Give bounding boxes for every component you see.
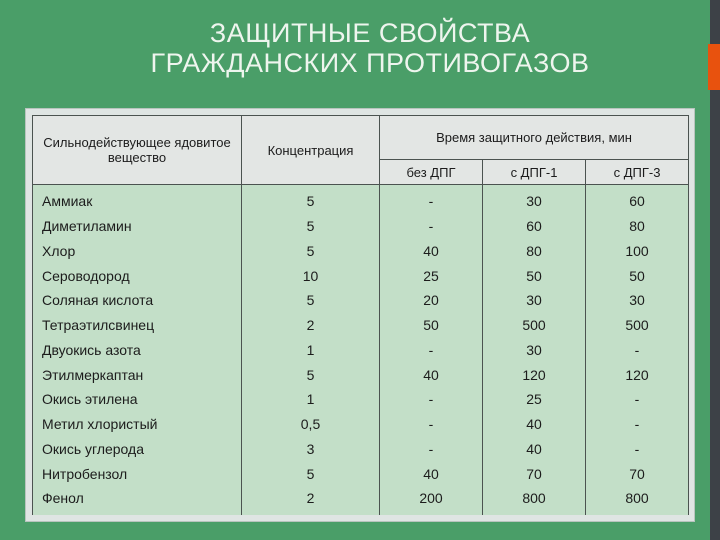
concentration-cell: 1: [242, 387, 380, 412]
no-dpg-cell: 200: [380, 486, 483, 515]
dpg-1-cell: 40: [483, 412, 586, 437]
dpg-3-cell: 60: [586, 185, 689, 214]
table-row: [33, 436, 689, 461]
table-body: [33, 185, 689, 516]
concentration-cell: 5: [242, 239, 380, 264]
concentration-cell: 2: [242, 486, 380, 515]
dpg-1-cell: 70: [483, 461, 586, 486]
dpg-1-cell: 25: [483, 387, 586, 412]
dpg-1-cell: 120: [483, 362, 586, 387]
no-dpg-cell: -: [380, 338, 483, 363]
substance-cell: Тетраэтилсвинец: [33, 313, 242, 338]
substance-cell: Окись углерода: [33, 436, 242, 461]
dpg-3-cell: -: [586, 412, 689, 437]
table-row: [33, 214, 689, 239]
no-dpg-cell: -: [380, 185, 483, 214]
substance-cell: Этилмеркаптан: [33, 362, 242, 387]
no-dpg-cell: 50: [380, 313, 483, 338]
header-dpg-1: с ДПГ-1: [483, 160, 586, 185]
no-dpg-cell: 20: [380, 288, 483, 313]
substance-cell: Диметиламин: [33, 214, 242, 239]
concentration-cell: 0,5: [242, 412, 380, 437]
concentration-cell: 5: [242, 185, 380, 214]
dpg-3-cell: 500: [586, 313, 689, 338]
table-row: [33, 412, 689, 437]
concentration-cell: 5: [242, 288, 380, 313]
concentration-cell: 5: [242, 214, 380, 239]
substance-cell: Двуокись азота: [33, 338, 242, 363]
no-dpg-cell: 25: [380, 263, 483, 288]
dpg-3-cell: -: [586, 436, 689, 461]
dpg-1-cell: 800: [483, 486, 586, 515]
substance-cell: Аммиак: [33, 185, 242, 214]
header-concentration: Концентрация: [242, 116, 380, 185]
dpg-1-cell: 30: [483, 185, 586, 214]
table-panel: [25, 108, 695, 522]
header-no-dpg: без ДПГ: [380, 160, 483, 185]
dpg-1-cell: 500: [483, 313, 586, 338]
dpg-3-cell: 30: [586, 288, 689, 313]
concentration-cell: 2: [242, 313, 380, 338]
dpg-3-cell: 80: [586, 214, 689, 239]
substance-cell: Фенол: [33, 486, 242, 515]
dpg-1-cell: 30: [483, 288, 586, 313]
dpg-1-cell: 60: [483, 214, 586, 239]
table-row: [33, 263, 689, 288]
no-dpg-cell: -: [380, 412, 483, 437]
dpg-3-cell: -: [586, 338, 689, 363]
dpg-1-cell: 40: [483, 436, 586, 461]
title-line-1: ЗАЩИТНЫЕ СВОЙСТВА: [209, 18, 531, 48]
table-row: [33, 387, 689, 412]
substance-cell: Метил хлористый: [33, 412, 242, 437]
dpg-3-cell: 120: [586, 362, 689, 387]
concentration-cell: 10: [242, 263, 380, 288]
no-dpg-cell: 40: [380, 461, 483, 486]
dpg-1-cell: 80: [483, 239, 586, 264]
table-row: [33, 338, 689, 363]
no-dpg-cell: -: [380, 387, 483, 412]
dpg-3-cell: 800: [586, 486, 689, 515]
table-row: [33, 486, 689, 515]
dpg-1-cell: 50: [483, 263, 586, 288]
concentration-cell: 5: [242, 461, 380, 486]
header-dpg-3: с ДПГ-3: [586, 160, 689, 185]
header-protection-time: Время защитного действия, мин: [380, 116, 689, 160]
table-row: [33, 313, 689, 338]
dpg-1-cell: 30: [483, 338, 586, 363]
substance-cell: Нитробензол: [33, 461, 242, 486]
substance-cell: Сероводород: [33, 263, 242, 288]
no-dpg-cell: 40: [380, 362, 483, 387]
dpg-3-cell: 50: [586, 263, 689, 288]
table-row: [33, 239, 689, 264]
concentration-cell: 5: [242, 362, 380, 387]
no-dpg-cell: -: [380, 436, 483, 461]
table-row: [33, 461, 689, 486]
protection-table: [32, 115, 689, 515]
title-line-2: ГРАЖДАНСКИХ ПРОТИВОГАЗОВ: [150, 48, 590, 78]
no-dpg-cell: 40: [380, 239, 483, 264]
dpg-3-cell: 100: [586, 239, 689, 264]
substance-cell: Соляная кислота: [33, 288, 242, 313]
table-row: [33, 362, 689, 387]
dpg-3-cell: 70: [586, 461, 689, 486]
dpg-3-cell: -: [586, 387, 689, 412]
substance-cell: Хлор: [33, 239, 242, 264]
table-row: [33, 288, 689, 313]
concentration-cell: 1: [242, 338, 380, 363]
accent-bar: [708, 44, 720, 90]
concentration-cell: 3: [242, 436, 380, 461]
substance-cell: Окись этилена: [33, 387, 242, 412]
header-substance: Сильнодействующее ядовитое вещество: [33, 116, 242, 185]
table-row: [33, 185, 689, 214]
slide-title: [130, 18, 610, 78]
no-dpg-cell: -: [380, 214, 483, 239]
